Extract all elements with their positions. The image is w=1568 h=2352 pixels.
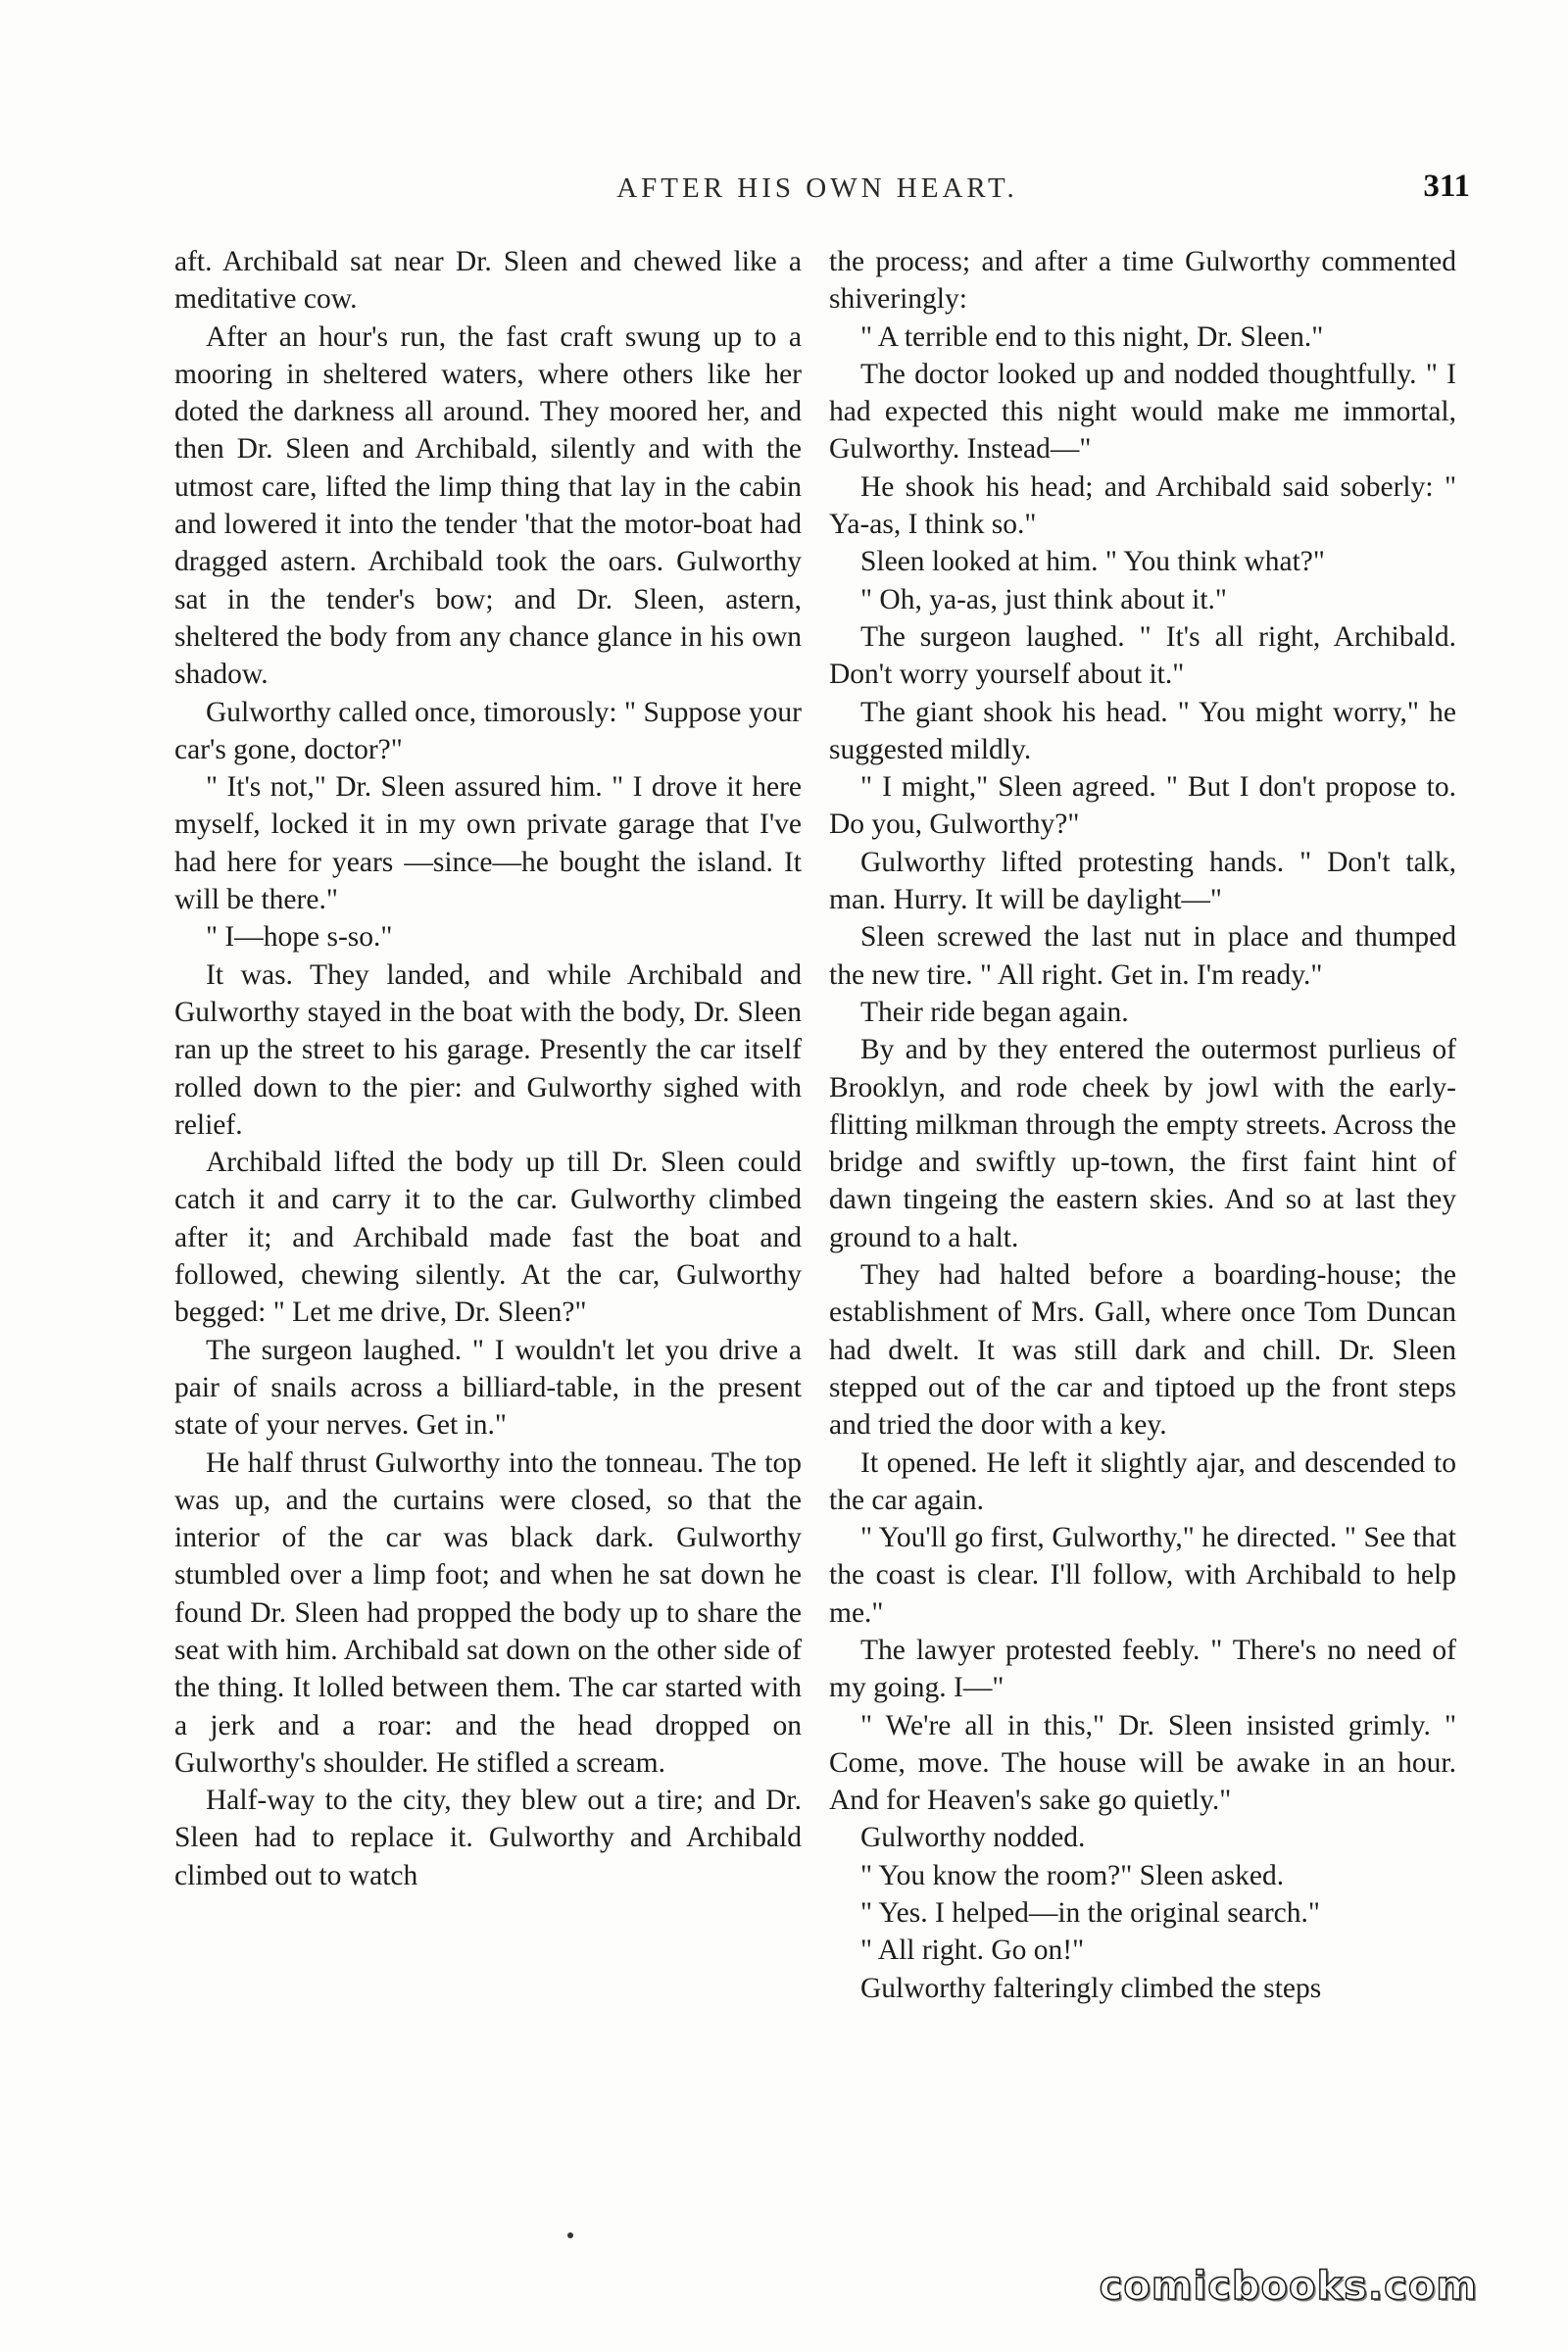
- paragraph: The lawyer protested feebly. " There's no need of my going. I—": [829, 1634, 1456, 1704]
- paragraph: " All right. Go on!": [860, 1935, 1085, 1967]
- paragraph: They had halted before a boarding-house; the establishment of Mrs. Gall, where once Tom Duncan had dwelt. It was still dark and chill. Dr. Sleen stepped out of the car and tiptoed up the front steps and tried the door with a key.: [829, 1259, 1456, 1442]
- right-text-column: [829, 243, 1456, 2007]
- paragraph: It was. They landed, and while Archibald and Gulworthy stayed in the boat with the body, Dr. Sleen ran up the street to his garage. Presently the car itself rolled down to the pier: and Gulworthy sighed with relief.: [174, 958, 802, 1141]
- paragraph: " Oh, ya-as, just think about it.": [860, 583, 1227, 615]
- paragraph: Gulworthy falteringly climbed the steps: [860, 1972, 1322, 2004]
- page-number: 311: [1423, 169, 1470, 204]
- paragraph: By and by they entered the outermost purlieus of Brooklyn, and rode cheek by jowl with the early-flitting milkman through the empty streets. Across the bridge and swiftly up-town, the first faint hint of dawn tingeing the eastern skies. And so at last they ground to a halt.: [829, 1034, 1456, 1253]
- paragraph: the process; and after a time Gulworthy commented shiveringly:: [829, 246, 1456, 316]
- paragraph: Sleen looked at him. " You think what?": [860, 546, 1325, 578]
- left-text-column: [174, 243, 802, 1894]
- running-title: AFTER HIS OWN HEART.: [616, 172, 1018, 204]
- paragraph: After an hour's run, the fast craft swung up to a mooring in sheltered waters, where others like her doted the darkness all around. They moored her, and then Dr. Sleen and Archibald, silently and with the utmost care, lifted the limp thing that lay in the cabin and lowered it into the tender 'that the motor-boat had dragged astern. Archibald took the oars. Gulworthy sat in the tender's bow; and Dr. Sleen, astern, sheltered the body from any chance glance in his own shadow.: [174, 320, 802, 691]
- paragraph: " You know the room?" Sleen asked.: [860, 1859, 1285, 1891]
- paragraph: The doctor looked up and nodded thoughtfully. " I had expected this night would make me immortal, Gulworthy. Instead—": [829, 358, 1456, 466]
- paragraph: Sleen screwed the last nut in place and thumped the new tire. " All right. Get in. I'm ready.": [829, 921, 1456, 991]
- paragraph: Gulworthy lifted protesting hands. " Don't talk, man. Hurry. It will be daylight—": [829, 846, 1456, 916]
- running-head: [165, 169, 1470, 220]
- paragraph: The surgeon laughed. " It's all right, Archibald. Don't worry yourself about it.": [829, 620, 1456, 691]
- watermark-logo: comicbooks.com: [1099, 2264, 1478, 2309]
- paragraph: " I—hope s-so.": [206, 921, 393, 954]
- paragraph: He shook his head; and Archibald said soberly: " Ya-as, I think so.": [829, 470, 1456, 541]
- paragraph: " I might," Sleen agreed. " But I don't propose to. Do you, Gulworthy?": [829, 771, 1456, 841]
- paragraph: Gulworthy nodded.: [860, 1822, 1086, 1854]
- paragraph: " A terrible end to this night, Dr. Sleen.": [860, 320, 1324, 353]
- paragraph: " It's not," Dr. Sleen assured him. " I drove it here myself, locked it in my own private garage that I've had here for years —since—he bought the island. It will be there.": [174, 771, 802, 916]
- paragraph: " We're all in this," Dr. Sleen insisted grimly. " Come, move. The house will be awake in an hour. And for Heaven's sake go quietly.": [829, 1709, 1456, 1817]
- paragraph: The surgeon laughed. " I wouldn't let you drive a pair of snails across a billiard-table, in the present state of your nerves. Get in.": [174, 1334, 802, 1442]
- paragraph: The giant shook his head. " You might worry," he suggested mildly.: [829, 696, 1456, 765]
- paragraph: Half-way to the city, they blew out a tire; and Dr. Sleen had to replace it. Gulworthy and Archibald climbed out to watch: [174, 1785, 802, 1891]
- paragraph: Their ride began again.: [860, 996, 1129, 1028]
- paragraph: aft. Archibald sat near Dr. Sleen and chewed like a meditative cow.: [174, 246, 802, 316]
- paragraph: " You'll go first, Gulworthy," he directed. " See that the coast is clear. I'll follow, with Archibald to help me.": [829, 1522, 1456, 1629]
- stray-mark: [567, 2232, 573, 2238]
- paragraph: " Yes. I helped—in the original search.": [860, 1897, 1320, 1930]
- paragraph: Gulworthy called once, timorously: " Suppose your car's gone, doctor?": [174, 696, 802, 765]
- paragraph: He half thrust Gulworthy into the tonneau. The top was up, and the curtains were closed, so that the interior of the car was black dark. Gulworthy stumbled over a limp foot; and when he sat down he found Dr. Sleen had propped the body up to share the seat with him. Archibald sat down on the other side of the thing. It lolled between them. The car started with a jerk and a roar: and the head dropped on Gulworthy's shoulder. He stifled a scream.: [174, 1446, 802, 1779]
- paragraph: It opened. He left it slightly ajar, and descended to the car again.: [829, 1446, 1456, 1516]
- paragraph: Archibald lifted the body up till Dr. Sleen could catch it and carry it to the car. Gulworthy climbed after it; and Archibald made fast the boat and followed, chewing silently. At the car, Gulworthy begged: " Let me drive, Dr. Sleen?": [174, 1147, 802, 1329]
